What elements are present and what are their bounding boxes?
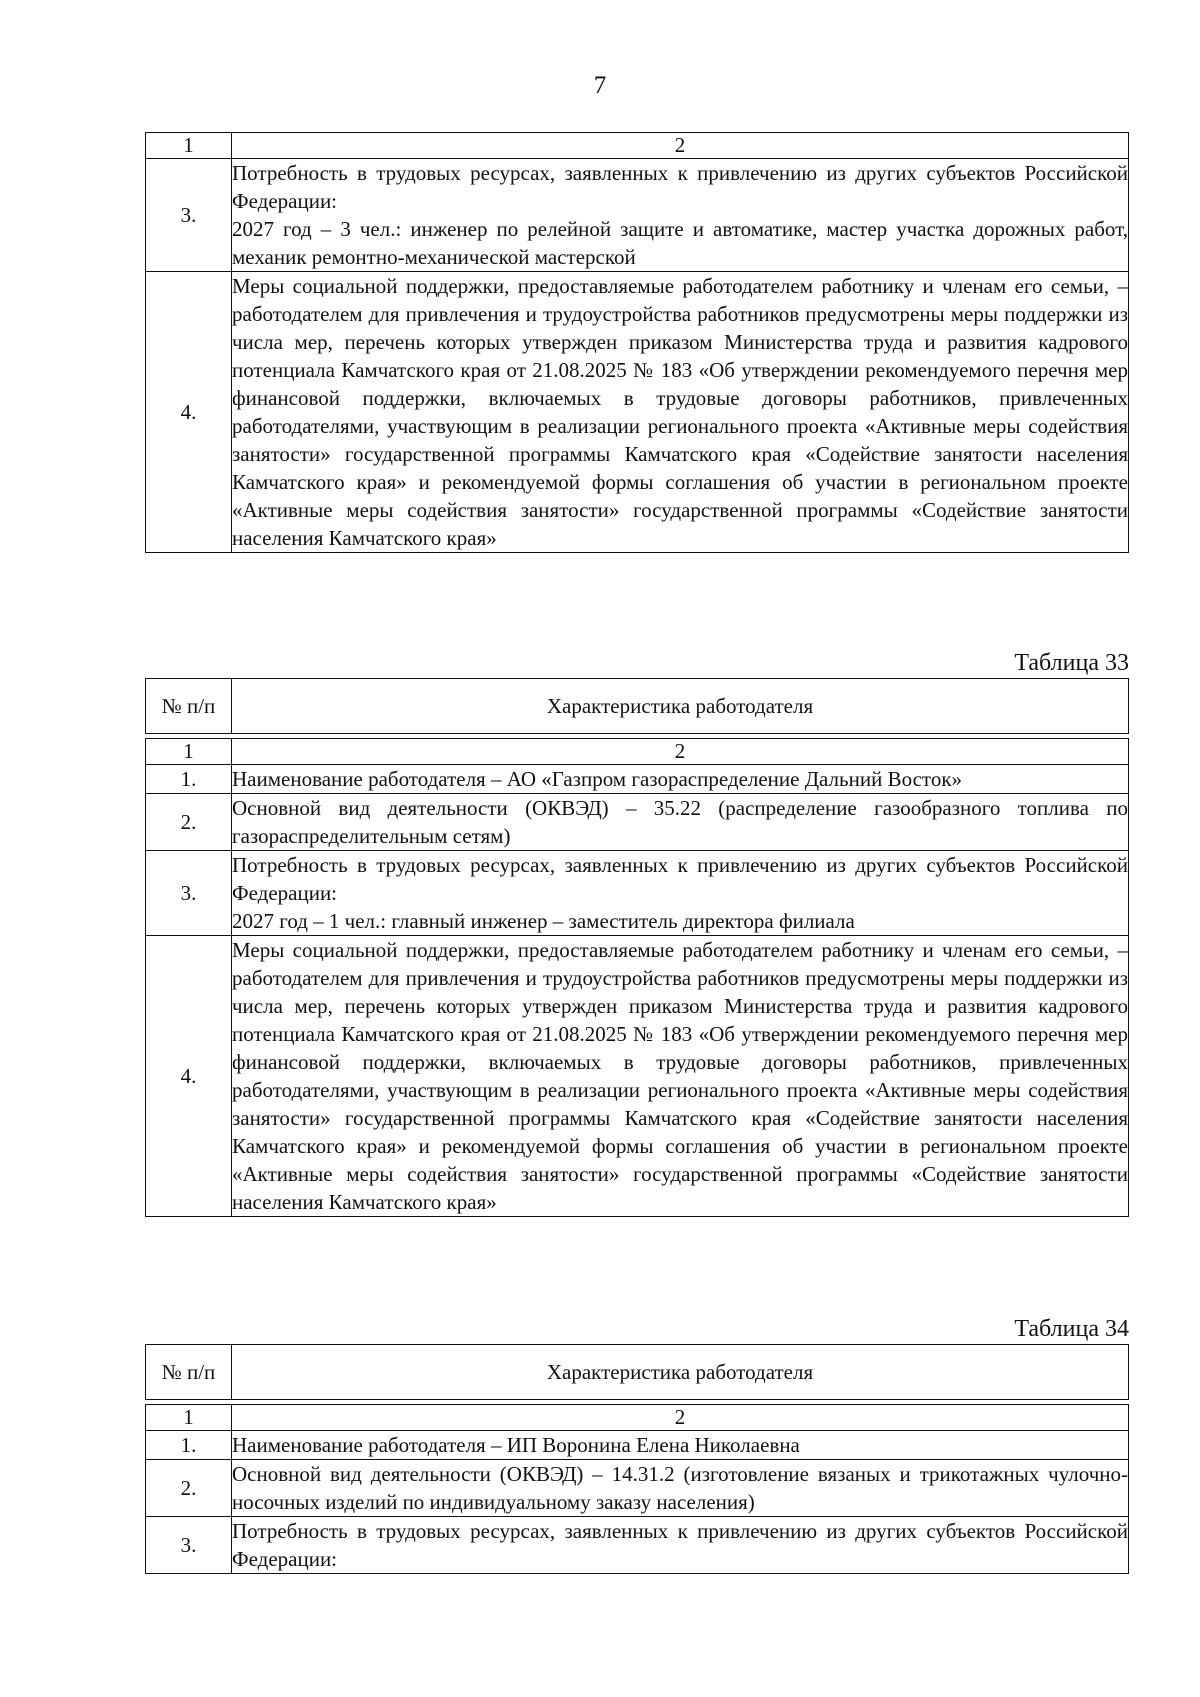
row-text — [232, 272, 1129, 553]
paragraph: Меры социальной поддержки, предоставляемые работодателем работнику и членам его семьи, – работодателем для привлечения и трудоустройства работников предусмотрены меры поддержки из числа мер, перечень которых утвержден приказом Министерства труда и развития кадрового потенциала Камчатского края от 21.08.2025 № 183 «Об утверждении рекомендуемого перечня мер финансовой поддержки, включаемых в трудовые договоры работников, привлеченных работодателями, участвующим в реализации регионального проекта «Активные меры содействия занятости» государственной программы Камчатского края «Содействие занятости населения Камчатского края» и рекомендуемой формы соглашения об участии в региональном проекте «Активные меры содействия занятости» государственной программы «Содействие занятости населения Камчатского края» — [232, 938, 1128, 1214]
column-number-cell: 2 — [232, 1405, 1129, 1431]
column-number-row — [146, 739, 1129, 765]
table-row — [146, 1460, 1129, 1517]
table-header — [145, 678, 1129, 734]
table-caption: Таблица 33 — [1014, 650, 1129, 676]
table-row — [146, 794, 1129, 851]
row-number: 2. — [146, 794, 232, 851]
column-number-cell: 1 — [146, 133, 232, 159]
table-33 — [145, 738, 1129, 1217]
paragraph: 2027 год – 1 чел.: главный инженер – заместитель директора филиала — [232, 909, 855, 933]
paragraph: Потребность в трудовых ресурсах, заявленных к привлечению из других субъектов Российской Федерации: — [232, 853, 1128, 905]
header-number-cell: № п/п — [146, 1345, 232, 1400]
row-number: 4. — [146, 272, 232, 553]
table-row — [146, 1431, 1129, 1460]
row-number: 3. — [146, 159, 232, 272]
column-number-cell: 1 — [146, 1405, 232, 1431]
row-text — [232, 794, 1129, 851]
table-caption: Таблица 34 — [1014, 1316, 1129, 1342]
table-row — [146, 936, 1129, 1217]
row-number: 2. — [146, 1460, 232, 1517]
row-text — [232, 936, 1129, 1217]
column-number-cell: 1 — [146, 739, 232, 765]
header-text-cell: Характеристика работодателя — [232, 679, 1129, 734]
row-text — [232, 1517, 1129, 1574]
table-row — [146, 159, 1129, 272]
paragraph: Наименование работодателя – ИП Воронина Елена Николаевна — [232, 1433, 800, 1457]
table-row — [146, 272, 1129, 553]
column-number-cell: 2 — [232, 133, 1129, 159]
paragraph: Меры социальной поддержки, предоставляемые работодателем работнику и членам его семьи, – работодателем для привлечения и трудоустройства работников предусмотрены меры поддержки из числа мер, перечень которых утвержден приказом Министерства труда и развития кадрового потенциала Камчатского края от 21.08.2025 № 183 «Об утверждении рекомендуемого перечня мер финансовой поддержки, включаемых в трудовые договоры работников, привлеченных работодателями, участвующим в реализации регионального проекта «Активные меры содействия занятости» государственной программы Камчатского края «Содействие занятости населения Камчатского края» и рекомендуемой формы соглашения об участии в региональном проекте «Активные меры содействия занятости» государственной программы «Содействие занятости населения Камчатского края» — [232, 274, 1128, 550]
header-row — [146, 1345, 1129, 1400]
paragraph: 2027 год – 3 чел.: инженер по релейной защите и автоматике, мастер участка дорожных работ, механик ремонтно-механической мастерской — [232, 217, 1128, 269]
paragraph: Потребность в трудовых ресурсах, заявленных к привлечению из других субъектов Российской Федерации: — [232, 1519, 1128, 1571]
row-number: 4. — [146, 936, 232, 1217]
row-text — [232, 1460, 1129, 1517]
page-number: 7 — [593, 72, 607, 99]
column-number-row — [146, 1405, 1129, 1431]
paragraph: Наименование работодателя – АО «Газпром газораспределение Дальний Восток» — [232, 767, 963, 791]
row-text — [232, 851, 1129, 936]
row-number: 1. — [146, 765, 232, 794]
header-number-cell: № п/п — [146, 679, 232, 734]
paragraph: Основной вид деятельности (ОКВЭД) – 35.22 (распределение газообразного топлива по газораспределительным сетям) — [232, 796, 1128, 848]
header-text-cell: Характеристика работодателя — [232, 1345, 1129, 1400]
column-number-row — [146, 133, 1129, 159]
row-text — [232, 1431, 1129, 1460]
table-header — [145, 1344, 1129, 1400]
header-row — [146, 679, 1129, 734]
row-text — [232, 765, 1129, 794]
row-text — [232, 159, 1129, 272]
table-row — [146, 765, 1129, 794]
row-number: 3. — [146, 851, 232, 936]
table-34 — [145, 1404, 1129, 1574]
table-prev-continuation — [145, 132, 1129, 553]
row-number: 1. — [146, 1431, 232, 1460]
table-row — [146, 1517, 1129, 1574]
table-row — [146, 851, 1129, 936]
column-number-cell: 2 — [232, 739, 1129, 765]
paragraph: Основной вид деятельности (ОКВЭД) – 14.31.2 (изготовление вязаных и трикотажных чулочно-носочных изделий по индивидуальному заказу населения) — [232, 1462, 1128, 1514]
row-number: 3. — [146, 1517, 232, 1574]
paragraph: Потребность в трудовых ресурсах, заявленных к привлечению из других субъектов Российской Федерации: — [232, 161, 1128, 213]
